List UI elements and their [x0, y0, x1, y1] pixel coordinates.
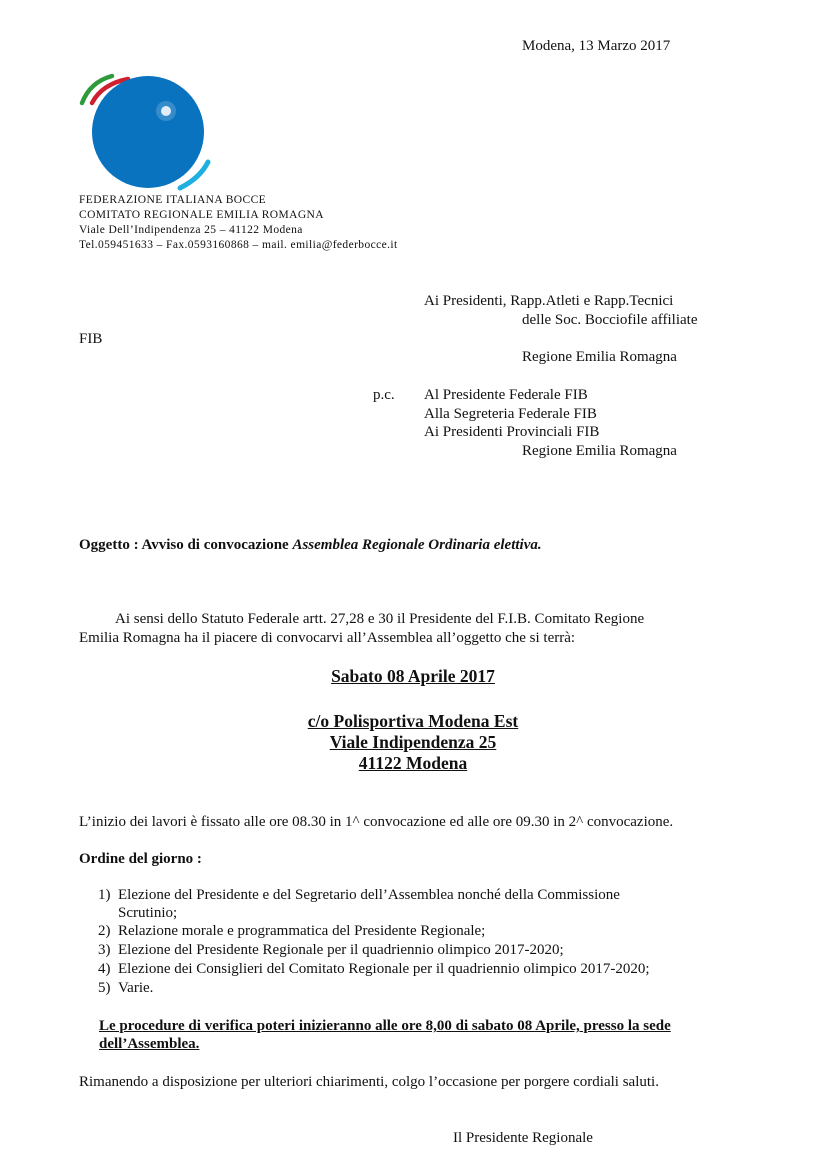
intro-line-1: Ai sensi dello Statuto Federale artt. 27,28 e 30 il Presidente del F.I.B. Comitato Regione [115, 611, 645, 627]
subject-title: Assemblea Regionale Ordinaria elettiva. [292, 537, 542, 553]
subject-line [79, 536, 542, 554]
signature-title: Il Presidente Regionale [453, 1130, 593, 1146]
subject-label: Oggetto : Avviso di convocazione [79, 537, 293, 553]
closing-text: Rimanendo a disposizione per ulteriori chiarimenti, colgo l’occasione per porgere cordiali saluti. [79, 1074, 659, 1090]
logo-ball [92, 76, 204, 188]
event-city: 41122 Modena [358, 753, 468, 773]
agenda-item-number: 5) [98, 980, 111, 996]
cc-line-1: Al Presidente Federale FIB [424, 387, 588, 403]
agenda-item-text-cont: Scrutinio; [118, 905, 178, 921]
event-venue: c/o Polisportiva Modena Est [307, 711, 519, 731]
cc-line-3: Ai Presidenti Provinciali FIB [424, 424, 600, 440]
cc-line-4: Regione Emilia Romagna [522, 443, 677, 459]
agenda-item-number: 4) [98, 961, 111, 977]
agenda-item-text: Varie. [118, 980, 154, 996]
agenda-item-text: Elezione dei Consiglieri del Comitato Regionale per il quadriennio olimpico 2017-2020; [118, 961, 650, 977]
agenda-item-number: 3) [98, 942, 111, 958]
recipient-line-2: delle Soc. Bocciofile affiliate [522, 312, 698, 328]
event-street: Viale Indipendenza 25 [329, 732, 497, 752]
header-contacts: Tel.059451633 – Fax.0593160868 – mail. emilia@federbocce.it [79, 239, 398, 251]
agenda-item-text: Elezione del Presidente e del Segretario dell’Assemblea nonché della Commissione [118, 887, 620, 903]
intro-line-2: Emilia Romagna ha il piacere di convocarvi all’Assemblea all’oggetto che si terrà: [79, 630, 576, 646]
verification-notice-line-1: Le procedure di verifica poteri inizieranno alle ore 8,00 di sabato 08 Aprile, presso la sede [99, 1018, 671, 1034]
cc-label: p.c. [373, 387, 395, 403]
agenda-item-number: 2) [98, 923, 111, 939]
verification-notice-line-2: dell’Assemblea. [99, 1036, 200, 1052]
logo-ball-glow [156, 101, 176, 121]
header-federation: FEDERAZIONE ITALIANA BOCCE [79, 194, 267, 206]
agenda-item-text: Relazione morale e programmatica del Presidente Regionale; [118, 923, 486, 939]
federation-logo [76, 70, 216, 194]
agenda-item-number: 1) [98, 887, 111, 903]
agenda-item-text: Elezione del Presidente Regionale per il quadriennio olimpico 2017-2020; [118, 942, 564, 958]
header-address: Viale Dell’Indipendenza 25 – 41122 Modena [79, 224, 303, 236]
recipient-line-3: FIB [79, 331, 103, 347]
start-time-text: L’inizio dei lavori è fissato alle ore 08.30 in 1^ convocazione ed alle ore 09.30 in 2^ convocazione. [79, 814, 674, 830]
recipient-line-1: Ai Presidenti, Rapp.Atleti e Rapp.Tecnici [424, 293, 674, 309]
recipient-line-4: Regione Emilia Romagna [522, 349, 677, 365]
cc-line-2: Alla Segreteria Federale FIB [424, 406, 597, 422]
header-committee: COMITATO REGIONALE EMILIA ROMAGNA [79, 209, 324, 221]
letter-date: Modena, 13 Marzo 2017 [522, 38, 671, 54]
event-date: Sabato 08 Aprile 2017 [331, 666, 495, 686]
agenda-title: Ordine del giorno : [79, 851, 202, 867]
